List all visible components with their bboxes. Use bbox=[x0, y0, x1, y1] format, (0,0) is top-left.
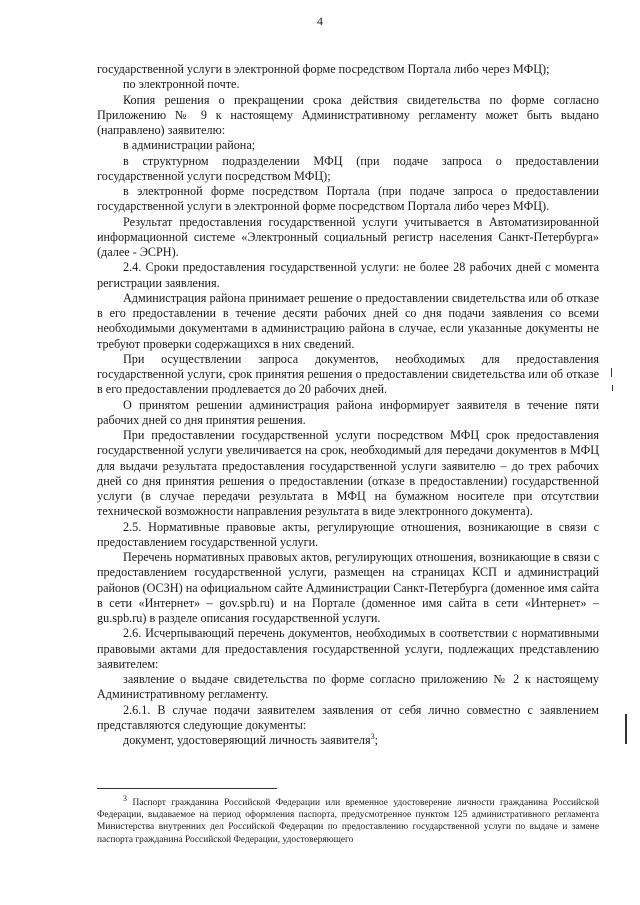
paragraph-5: в структурном подразделении МФЦ (при подаче запроса о предоставлении государственной услуги посредством МФЦ); bbox=[97, 153, 599, 183]
scan-mark bbox=[625, 714, 627, 744]
document-body bbox=[97, 62, 599, 748]
paragraph-16: заявление о выдаче свидетельства по форме согласно приложению № 2 к настоящему Административному регламенту. bbox=[97, 672, 599, 702]
paragraph-11: О принятом решении администрация района информирует заявителя в течение пяти рабочих дней со дня принятия решения. bbox=[97, 397, 599, 427]
paragraph-14: Перечень нормативных правовых актов, регулирующих отношения, возникающие в связи с предоставлением государственной услуги, размещен на страницах КСП и администраций районов (ОСЗН) на официальном сайте Администрации Санкт-Петербурга (доменное имя сайта в сети «Интернет» – gov.spb.ru) и на Портале (доменное имя сайта в сети «Интернет» – gu.spb.ru) в разделе описания государственной услуги. bbox=[97, 550, 599, 625]
footnote-reference[interactable]: 3 bbox=[370, 731, 375, 741]
footnote-text bbox=[97, 793, 599, 846]
scan-mark bbox=[611, 368, 612, 377]
footnote-body: Паспорт гражданина Российской Федерации или временное удостоверение личности гражданина Российской Федерации, выдаваемое на период оформления паспорта, предусмотренное пунктом 125 административного регламента Министерства внутренних дел Российской Федерации по предоставлению государственной услуги по выдаче и замене паспорта гражданина Российской Федерации, удостоверяющего bbox=[97, 798, 599, 845]
paragraph-6: в электронной форме посредством Портала (при подаче запроса о предоставлении государственной услуги в электронной форме посредством Портала либо через МФЦ). bbox=[97, 184, 599, 214]
footnote-number: 3 bbox=[123, 793, 127, 803]
scan-mark bbox=[612, 385, 613, 391]
paragraph-13: 2.5. Нормативные правовые акты, регулирующие отношения, возникающие в связи с предоставлением государственной услуги. bbox=[97, 519, 599, 549]
paragraph-17: 2.6.1. В случае подачи заявителем заявления от себя лично совместно с заявлением представляются следующие документы: bbox=[97, 702, 599, 732]
paragraph-8: 2.4. Сроки предоставления государственной услуги: не более 28 рабочих дней с момента регистрации заявления. bbox=[97, 260, 599, 290]
paragraph-3: Копия решения о прекращении срока действия свидетельства по форме согласно Приложению № 9 к настоящему Административному регламенту может быть выдано (направлено) заявителю: bbox=[97, 92, 599, 137]
footnote-divider bbox=[97, 788, 277, 789]
paragraph-9: Администрация района принимает решение о предоставлении свидетельства или об отказе в его предоставлении в течение десяти рабочих дней со дня подачи заявления со всеми необходимыми документами в администрацию района в случае, если указанные документы не требуют проверки содержащихся в них сведений. bbox=[97, 290, 599, 351]
paragraph-10: При осуществлении запроса документов, необходимых для предоставления государственной услуги, срок принятия решения о предоставлении свидетельства или об отказе в его предоставлении продлевается до 20 рабочих дней. bbox=[97, 351, 599, 397]
footnote bbox=[97, 793, 599, 846]
paragraph-18-text: документ, удостоверяющий личность заявителя bbox=[123, 733, 371, 747]
paragraph-18 bbox=[97, 733, 599, 748]
paragraph-4: в администрации района; bbox=[123, 138, 256, 153]
paragraph-12: При предоставлении государственной услуги посредством МФЦ срок предоставления государственной услуги увеличивается на срок, необходимый для передачи документов в МФЦ для выдачи результата предоставления государственной услуги заявителю – до трех рабочих дней со дня принятия решения о предоставлении (отказе в предоставлении) государственной услуги (в случае передачи результата в МФЦ на бумажном носителе при отсутствии технической возможности направления результата в виде электронного документа). bbox=[97, 428, 599, 519]
paragraph-1: государственной услуги в электронной форме посредством Портала либо через МФЦ); bbox=[97, 62, 550, 76]
paragraph-18-tail: ; bbox=[374, 733, 379, 747]
paragraph-15: 2.6. Исчерпывающий перечень документов, необходимых в соответствии с нормативными правовыми актами для предоставления государственной услуги, подлежащих представлению заявителем: bbox=[97, 626, 599, 671]
page-number: 4 bbox=[317, 14, 323, 28]
paragraph-7: Результат предоставления государственной услуги учитывается в Автоматизированной информационной системе «Электронный социальный регистр населения Санкт-Петербурга» (далее - ЭСРН). bbox=[97, 214, 599, 259]
paragraph-2: по электронной почте. bbox=[123, 77, 240, 92]
